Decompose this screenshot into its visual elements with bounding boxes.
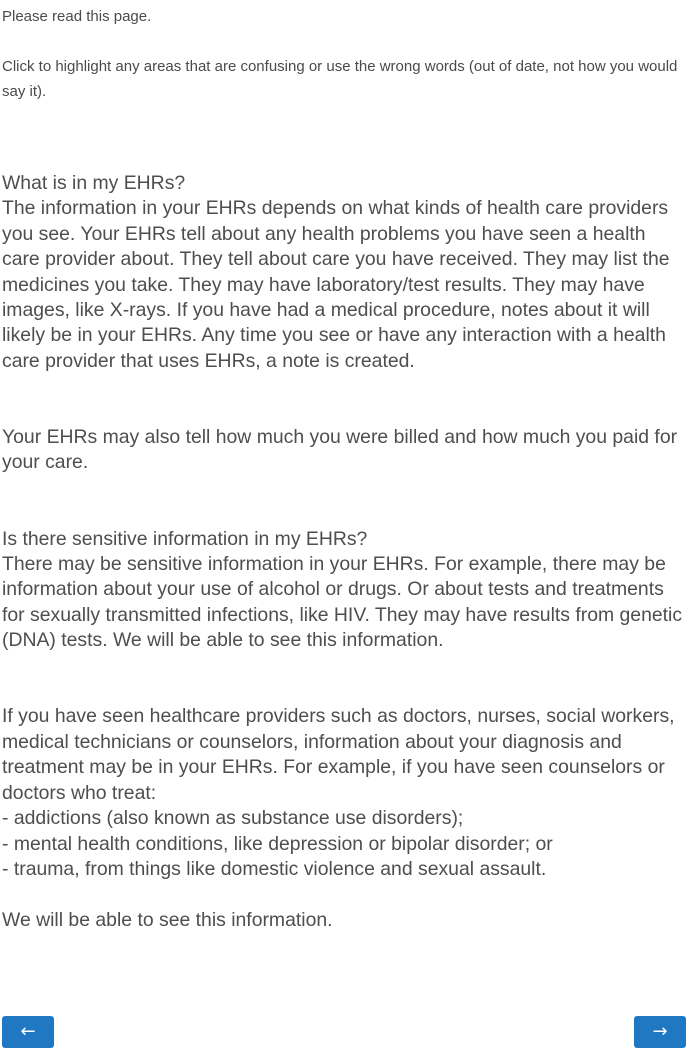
paragraph-line[interactable]: information about your use of alcohol or drugs. Or about tests and treatments [2,578,664,601]
section-providers[interactable] [2,704,691,933]
paragraph-line[interactable]: for sexually transmitted infections, like HIV. They may have results from genetic [2,603,683,626]
instruction-read-page: Please read this page. [2,8,152,25]
paragraph-line[interactable]: medical technicians or counselors, information about your diagnosis and [2,730,622,753]
paragraph-line[interactable]: care provider about. They tell about care you have received. They may list the [2,248,670,271]
section-what-is-in-ehrs[interactable] [2,171,691,374]
paragraph-line[interactable]: care provider that uses EHRs, a note is created. [2,349,415,372]
paragraph-line[interactable]: doctors who treat: [2,781,157,804]
spacer [2,476,691,527]
paragraph-line[interactable]: (DNA) tests. We will be able to see this information. [2,629,444,652]
spacer [2,882,691,907]
paragraph-line[interactable]: you see. Your EHRs tell about any health problems you have seen a health [2,222,646,245]
paragraph-line[interactable]: Your EHRs may also tell how much you were billed and how much you paid for [2,426,678,449]
arrow-left-icon: ← [20,1021,36,1042]
paragraph-line[interactable]: your care. [2,451,89,474]
section-heading[interactable]: Is there sensitive information in my EHRs? [2,527,368,550]
instructions [2,4,688,104]
arrow-right-icon: → [652,1021,668,1042]
previous-button[interactable] [2,1016,54,1048]
spacer [2,654,691,705]
paragraph-line[interactable]: images, like X-rays. If you have had a medical procedure, notes about it will [2,299,650,322]
instruction-highlight: Click to highlight any areas that are confusing or use the wrong words (out of date, not how you would say it). [2,58,678,100]
paragraph-line[interactable]: treatment may be in your EHRs. For example, if you have seen counselors or [2,756,665,779]
spacer [2,374,691,425]
list-item[interactable]: - mental health conditions, like depression or bipolar disorder; or [2,832,553,855]
section-heading[interactable]: What is in my EHRs? [2,172,186,194]
content-body[interactable] [2,171,691,933]
paragraph-line[interactable]: likely be in your EHRs. Any time you see or have any interaction with a health [2,324,666,347]
next-button[interactable] [634,1016,686,1048]
paragraph-line[interactable]: There may be sensitive information in your EHRs. For example, there may be [2,553,666,576]
paragraph-line[interactable]: If you have seen healthcare providers such as doctors, nurses, social workers, [2,705,675,728]
section-sensitive-info[interactable] [2,527,691,654]
list-item[interactable]: - trauma, from things like domestic violence and sexual assault. [2,857,547,880]
section-billing[interactable] [2,425,691,476]
paragraph-line[interactable]: The information in your EHRs depends on what kinds of health care providers [2,197,669,220]
paragraph-line[interactable]: medicines you take. They may have laboratory/test results. They may have [2,273,645,296]
list-item[interactable]: - addictions (also known as substance use disorders); [2,807,464,830]
paragraph-line[interactable]: We will be able to see this information. [2,908,333,931]
